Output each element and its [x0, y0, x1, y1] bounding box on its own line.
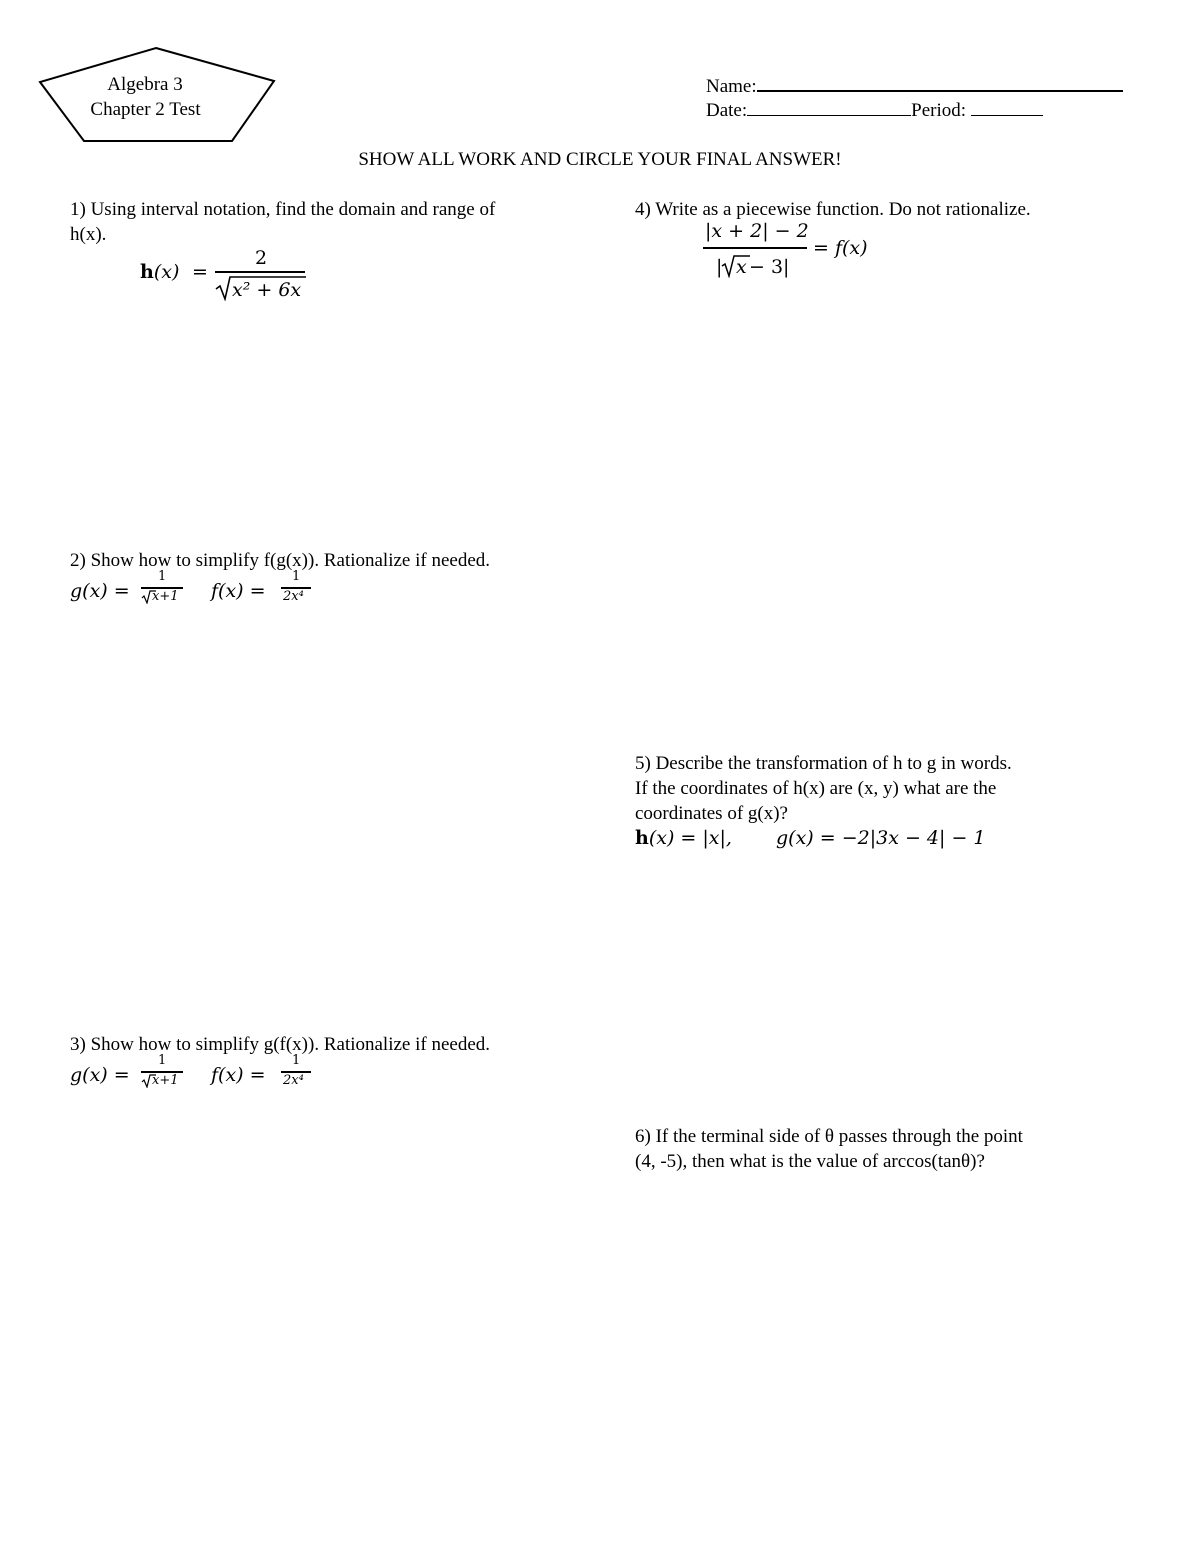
date-blank [747, 97, 911, 116]
name-field [706, 72, 1123, 99]
q2-f-denominator: 2x⁴ [283, 589, 304, 604]
q5-g-equation: g(x) = −2|3x − 4| − 1 [776, 827, 986, 849]
q3-g-numerator: 1 [158, 1053, 167, 1068]
q2-g-lhs: g(x) = [70, 580, 130, 602]
q1-prompt-line2: h(x). [70, 224, 107, 245]
badge-title: Algebra 3 [107, 74, 183, 95]
badge-subtitle: Chapter 2 Test [90, 99, 201, 120]
q3-f-denominator: 2x⁴ [283, 1073, 304, 1088]
q2-f-numerator: 1 [292, 569, 301, 584]
q5-prompt-line3: coordinates of g(x)? [635, 803, 788, 824]
q4-den-radicand: x [736, 256, 747, 278]
date-label: Date: [706, 100, 748, 121]
q1-prompt-line1: 1) Using interval notation, find the domain and range of [70, 199, 496, 220]
q1-h-arg: (x) [153, 261, 180, 283]
q1-denominator: x² + 6x [232, 279, 302, 301]
period-blank [971, 97, 1043, 116]
instructions: SHOW ALL WORK AND CIRCLE YOUR FINAL ANSWER! [358, 149, 842, 170]
period-label: Period: [911, 100, 971, 121]
q1-h-name: h [140, 261, 154, 283]
q3-g-denominator: x+1 [152, 1073, 179, 1088]
q6-prompt-line1: 6) If the terminal side of θ passes through the point [635, 1126, 1023, 1147]
q1-fraction-bar [215, 271, 305, 273]
q3-f-numerator: 1 [292, 1053, 301, 1068]
q4-rhs: = f(x) [813, 237, 868, 259]
q5-prompt-line1: 5) Describe the transformation of h to g in words. [635, 753, 1012, 774]
q2-g-numerator: 1 [158, 569, 167, 584]
q2-prompt: 2) Show how to simplify f(g(x)). Rationalize if needed. [70, 550, 491, 571]
q3-f-lhs: f(x) = [211, 1064, 266, 1086]
q6-prompt-line2: (4, -5), then what is the value of arccos(tanθ)? [635, 1151, 985, 1172]
q4-den-left-bar: | [716, 256, 723, 278]
q3-prompt: 3) Show how to simplify g(f(x)). Rationalize if needed. [70, 1034, 491, 1055]
q4-prompt: 4) Write as a piecewise function. Do not rationalize. [635, 199, 1031, 220]
q3-equations [70, 1054, 330, 1096]
q4-den-right: − 3| [749, 256, 790, 278]
q3-g-lhs: g(x) = [70, 1064, 130, 1086]
q1-equation [140, 245, 320, 305]
q4-fraction-bar [703, 247, 807, 249]
q2-equations [70, 570, 330, 612]
q2-g-denominator: x+1 [152, 589, 179, 604]
q4-numerator: |x + 2| − 2 [705, 220, 809, 242]
name-blank [757, 72, 1123, 92]
q5-prompt-line2: If the coordinates of h(x) are (x, y) what are the [635, 778, 997, 799]
q5-h-equation [635, 826, 732, 851]
q1-numerator: 2 [255, 247, 268, 269]
date-period-field [706, 97, 1043, 123]
q4-equation [700, 219, 900, 283]
q5-h-name: h [635, 827, 649, 849]
q5-h-expr: (x) = |x|, [648, 827, 732, 849]
q2-f-lhs: f(x) = [211, 580, 266, 602]
name-label: Name: [706, 76, 757, 97]
q1-equals: = [192, 261, 208, 283]
